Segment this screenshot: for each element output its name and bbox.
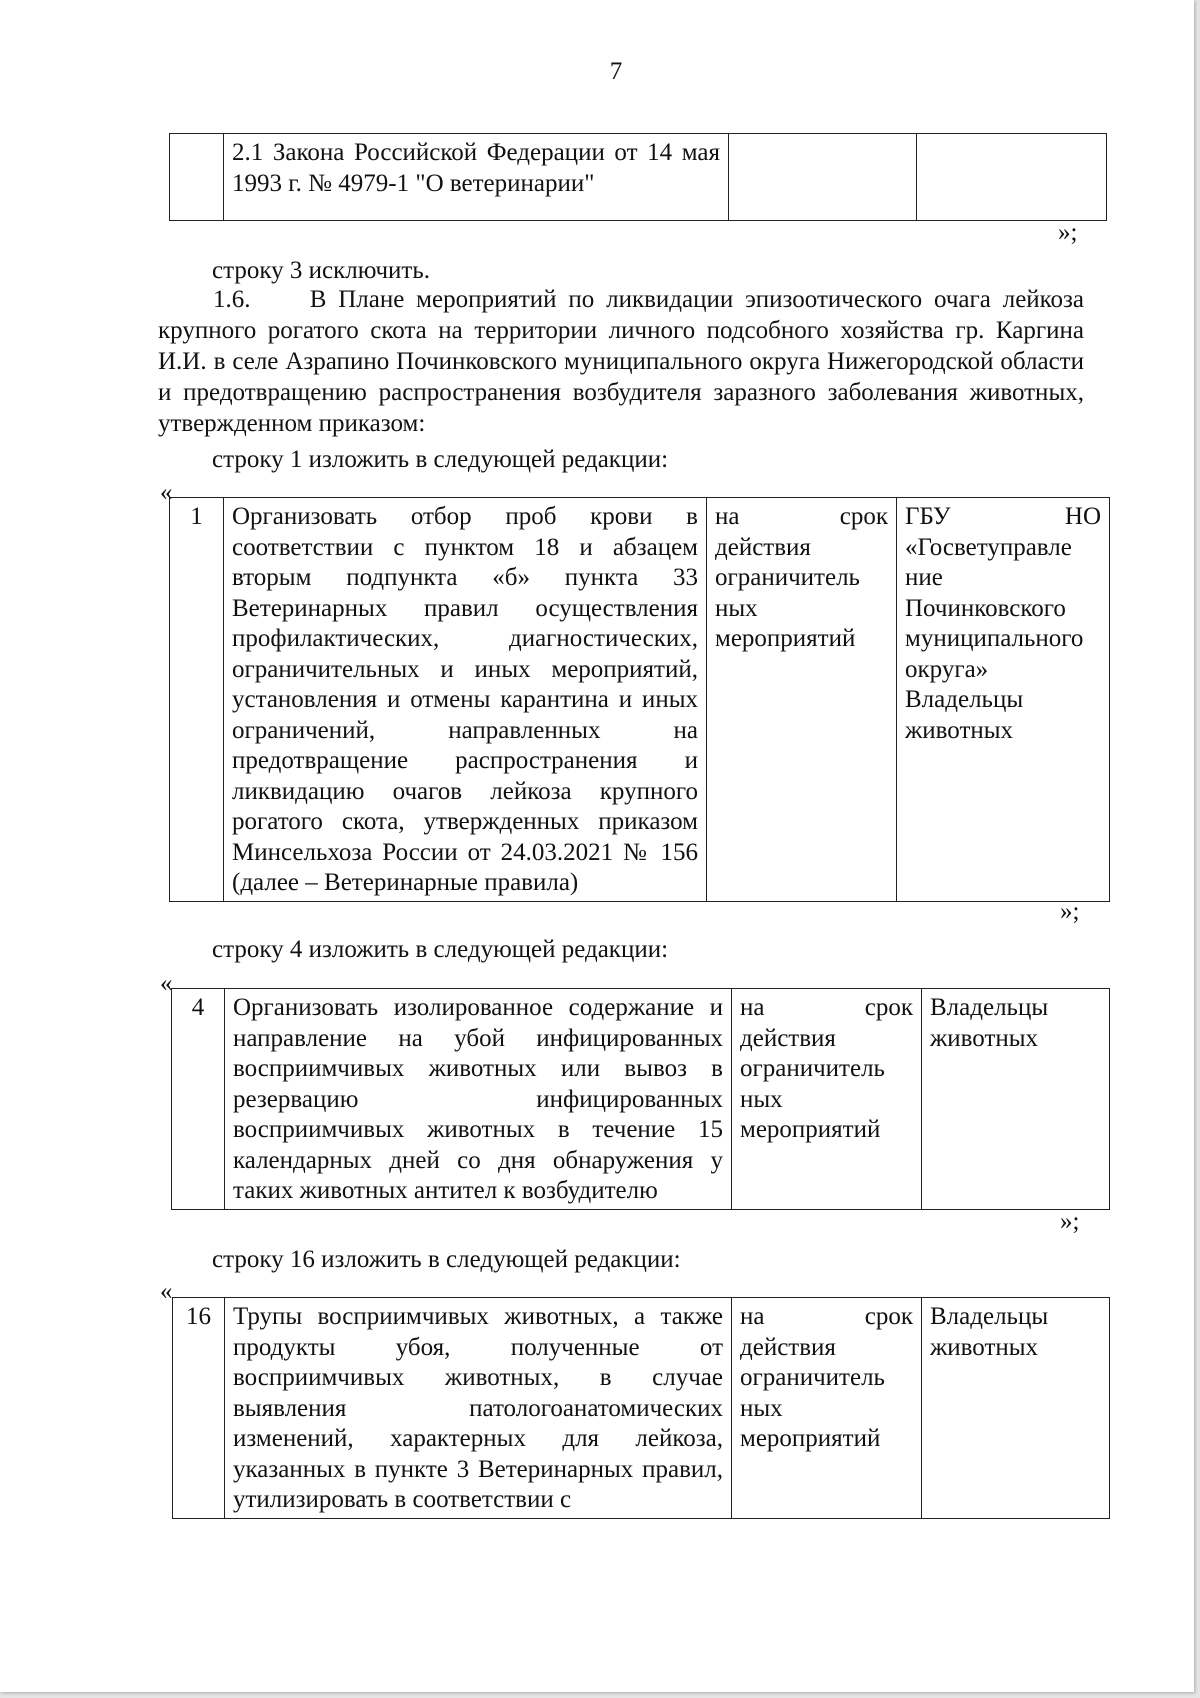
table-row1 [169,497,1110,902]
page-number: 7 [609,58,623,85]
closing-quote: »; [1060,898,1080,925]
action-cell: Трупы восприимчивых животных, а также продукты убоя, полученные от восприимчивых животных, в случае выявления патологоанатомических изменений, характерных для лейкоза, указанных в пункте 3 Ветеринарных правил, утилизировать в соответствии с [225,1298,732,1519]
table-row16 [172,1297,1110,1519]
term-cell [732,1298,922,1519]
resp-word-1: ГБУ [905,503,951,530]
term-word-1: на [740,1303,765,1330]
opening-quote: « [160,970,173,997]
term-cell [732,989,922,1210]
row-number-cell [170,134,224,221]
paragraph-row4-instruction: строку 4 изложить в следующей редакции: [212,936,669,963]
paragraph-number: 1.6. [213,286,251,313]
term-word-2: срок [839,503,888,530]
paragraph-row1-instruction: строку 1 изложить в следующей редакции: [212,446,669,473]
responsible-cell [897,498,1110,902]
resp-word-2: НО [1064,503,1101,530]
table-row [173,1298,1110,1519]
term-rest: действия ограничитель ных мероприятий [715,533,860,652]
term-word-2: срок [864,1303,913,1330]
term-word-1: на [715,503,740,530]
table-continuation [169,133,1107,221]
closing-quote: »; [1060,1208,1080,1235]
term-cell [729,134,917,221]
row-number-cell: 4 [172,989,225,1210]
paragraph-strike-row3: строку 3 исключить. [212,257,430,284]
term-rest: действия ограничитель ных мероприятий [740,1333,885,1452]
table-row4 [171,988,1110,1210]
row-number-cell: 1 [170,498,224,902]
resp-rest: «Госветуправле ние Починковского муниципального округа» Владельцы животных [905,533,1084,744]
paragraph-intro-text: В Плане мероприятий по ликвидации эпизоотического очага лейкоза крупного рогатого скота на территории личного подсобного хозяйства гр. Каргина И.И. в селе Азрапино Починковского муниципального округа Нижегородской области и предотвращению распространения возбудителя заразного заболевания животных, утвержденном приказом: [158,286,1085,437]
closing-quote: »; [1058,219,1078,246]
paragraph-row16-instruction: строку 16 изложить в следующей редакции: [212,1246,681,1273]
opening-quote: « [160,1278,173,1305]
term-rest: действия ограничитель ных мероприятий [740,1024,885,1143]
opening-quote: « [160,479,173,506]
table-row [170,498,1110,902]
term-word-1: на [740,994,765,1021]
row-number-cell: 16 [173,1298,225,1519]
table-row [172,989,1110,1210]
action-cell: Организовать отбор проб крови в соответствии с пунктом 18 и абзацем вторым подпункта «б» пункта 33 Ветеринарных правил осуществления профилактических, диагностических, ограничительных и иных мероприятий, установления и отмены карантина и иных ограничений, направленных на предотвращение распространения и ликвидацию очагов лейкоза крупного рогатого скота, утвержденных приказом Минсельхоза России от 24.03.2021 № 156 (далее – Ветеринарные правила) [224,498,707,902]
term-cell [707,498,897,902]
responsible-cell: Владельцы животных [922,989,1110,1210]
table-row [170,134,1107,221]
action-cell: 2.1 Закона Российской Федерации от 14 мая 1993 г. № 4979-1 "О ветеринарии" [224,134,729,221]
term-word-2: срок [864,994,913,1021]
responsible-cell: Владельцы животных [922,1298,1110,1519]
responsible-cell [917,134,1107,221]
action-cell: Организовать изолированное содержание и направление на убой инфицированных восприимчивых животных или вывоз в резервацию инфицированных восприимчивых животных в течение 15 календарных дней со дня обнаружения у таких животных антител к возбудителю [225,989,732,1210]
paragraph-intro [158,284,1084,439]
